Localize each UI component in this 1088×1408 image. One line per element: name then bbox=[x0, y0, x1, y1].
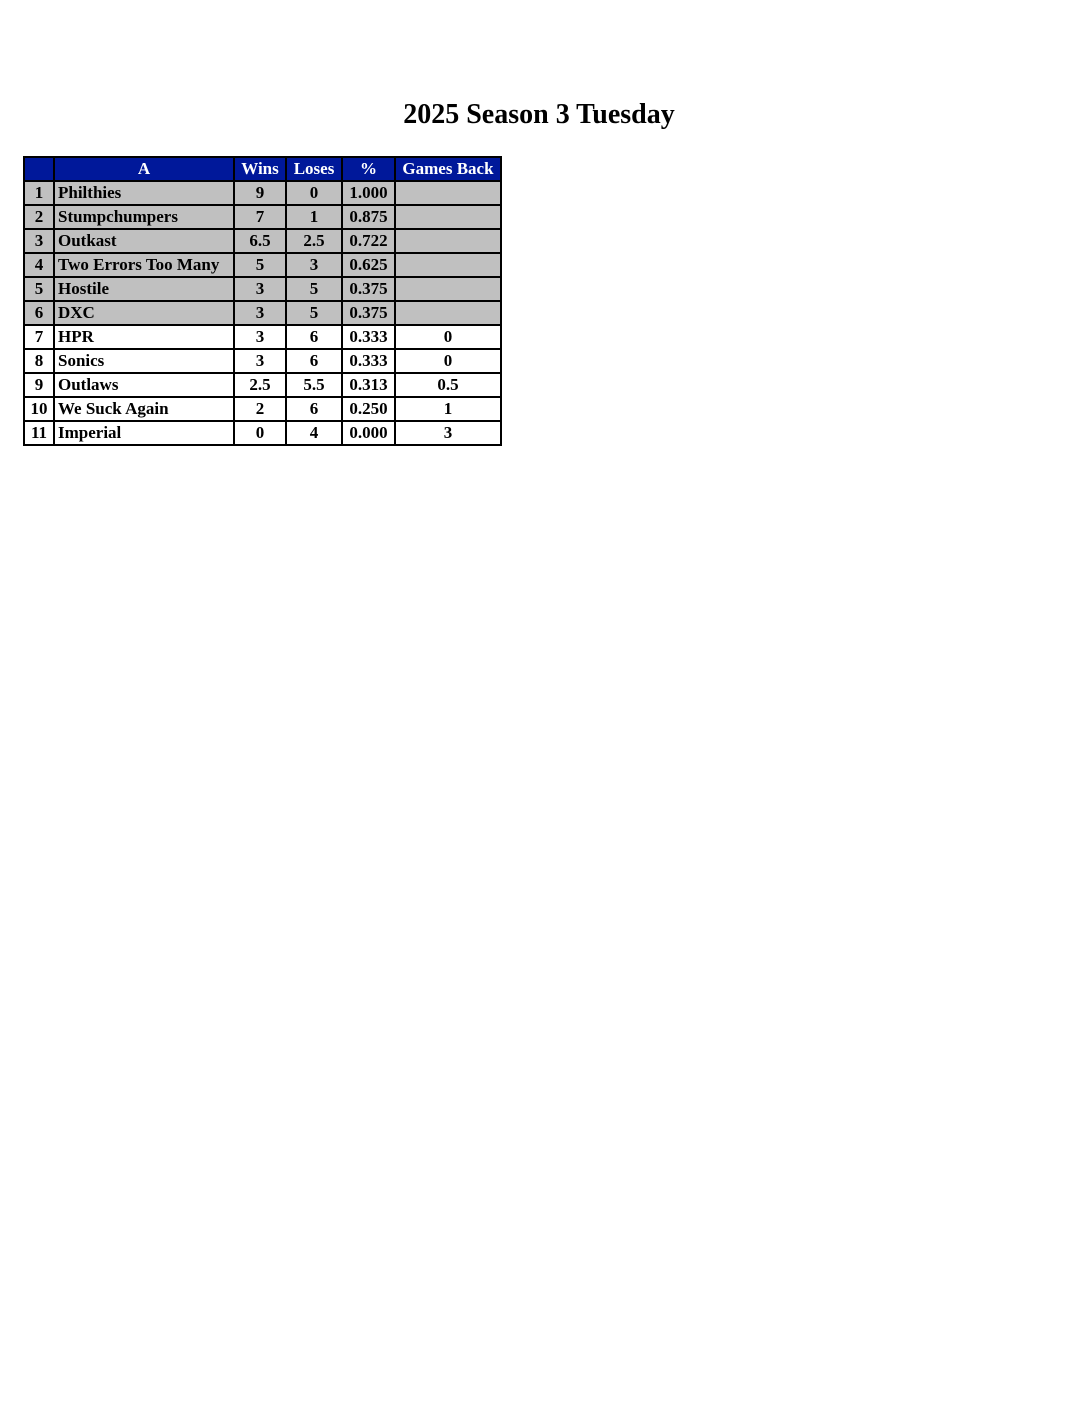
wins-cell: 0 bbox=[234, 421, 286, 445]
percent-cell: 0.375 bbox=[342, 277, 395, 301]
games-back-cell bbox=[395, 205, 501, 229]
games-back-cell: 0.5 bbox=[395, 373, 501, 397]
loses-cell: 6 bbox=[286, 325, 342, 349]
percent-cell: 0.722 bbox=[342, 229, 395, 253]
standings-body bbox=[24, 181, 501, 445]
header-percent: % bbox=[342, 157, 395, 181]
games-back-cell: 3 bbox=[395, 421, 501, 445]
rank-cell: 9 bbox=[24, 373, 54, 397]
table-row bbox=[24, 229, 501, 253]
team-name-cell: DXC bbox=[54, 301, 234, 325]
header-rank bbox=[24, 157, 54, 181]
rank-cell: 6 bbox=[24, 301, 54, 325]
wins-cell: 9 bbox=[234, 181, 286, 205]
rank-cell: 1 bbox=[24, 181, 54, 205]
games-back-cell: 0 bbox=[395, 349, 501, 373]
wins-cell: 6.5 bbox=[234, 229, 286, 253]
team-name-cell: Imperial bbox=[54, 421, 234, 445]
wins-cell: 5 bbox=[234, 253, 286, 277]
games-back-cell bbox=[395, 301, 501, 325]
table-row bbox=[24, 277, 501, 301]
percent-cell: 0.333 bbox=[342, 349, 395, 373]
header-row bbox=[24, 157, 501, 181]
rank-cell: 3 bbox=[24, 229, 54, 253]
team-name-cell: Stumpchumpers bbox=[54, 205, 234, 229]
header-games-back: Games Back bbox=[395, 157, 501, 181]
percent-cell: 0.625 bbox=[342, 253, 395, 277]
percent-cell: 0.000 bbox=[342, 421, 395, 445]
team-name-cell: Hostile bbox=[54, 277, 234, 301]
games-back-cell: 1 bbox=[395, 397, 501, 421]
loses-cell: 0 bbox=[286, 181, 342, 205]
wins-cell: 3 bbox=[234, 325, 286, 349]
team-name-cell: Two Errors Too Many bbox=[54, 253, 234, 277]
games-back-cell: 0 bbox=[395, 325, 501, 349]
table-row bbox=[24, 373, 501, 397]
team-name-cell: Outkast bbox=[54, 229, 234, 253]
table-row bbox=[24, 325, 501, 349]
games-back-cell bbox=[395, 253, 501, 277]
header-loses: Loses bbox=[286, 157, 342, 181]
rank-cell: 5 bbox=[24, 277, 54, 301]
loses-cell: 5 bbox=[286, 301, 342, 325]
loses-cell: 6 bbox=[286, 349, 342, 373]
percent-cell: 1.000 bbox=[342, 181, 395, 205]
rank-cell: 10 bbox=[24, 397, 54, 421]
rank-cell: 7 bbox=[24, 325, 54, 349]
wins-cell: 3 bbox=[234, 301, 286, 325]
wins-cell: 7 bbox=[234, 205, 286, 229]
rank-cell: 11 bbox=[24, 421, 54, 445]
page-title: 2025 Season 3 Tuesday bbox=[403, 99, 675, 130]
wins-cell: 3 bbox=[234, 277, 286, 301]
loses-cell: 5.5 bbox=[286, 373, 342, 397]
games-back-cell bbox=[395, 229, 501, 253]
rank-cell: 4 bbox=[24, 253, 54, 277]
table-row bbox=[24, 181, 501, 205]
table-row bbox=[24, 301, 501, 325]
team-name-cell: Outlaws bbox=[54, 373, 234, 397]
header-division: A bbox=[54, 157, 234, 181]
percent-cell: 0.250 bbox=[342, 397, 395, 421]
percent-cell: 0.333 bbox=[342, 325, 395, 349]
loses-cell: 1 bbox=[286, 205, 342, 229]
games-back-cell bbox=[395, 181, 501, 205]
standings-header bbox=[24, 157, 501, 181]
table-row bbox=[24, 397, 501, 421]
header-wins: Wins bbox=[234, 157, 286, 181]
percent-cell: 0.875 bbox=[342, 205, 395, 229]
wins-cell: 3 bbox=[234, 349, 286, 373]
rank-cell: 2 bbox=[24, 205, 54, 229]
team-name-cell: Sonics bbox=[54, 349, 234, 373]
loses-cell: 5 bbox=[286, 277, 342, 301]
standings-table bbox=[23, 156, 502, 446]
percent-cell: 0.313 bbox=[342, 373, 395, 397]
percent-cell: 0.375 bbox=[342, 301, 395, 325]
games-back-cell bbox=[395, 277, 501, 301]
loses-cell: 2.5 bbox=[286, 229, 342, 253]
team-name-cell: Philthies bbox=[54, 181, 234, 205]
loses-cell: 3 bbox=[286, 253, 342, 277]
table-row bbox=[24, 253, 501, 277]
loses-cell: 4 bbox=[286, 421, 342, 445]
wins-cell: 2.5 bbox=[234, 373, 286, 397]
loses-cell: 6 bbox=[286, 397, 342, 421]
table-row bbox=[24, 349, 501, 373]
table-row bbox=[24, 205, 501, 229]
team-name-cell: We Suck Again bbox=[54, 397, 234, 421]
team-name-cell: HPR bbox=[54, 325, 234, 349]
table-row bbox=[24, 421, 501, 445]
rank-cell: 8 bbox=[24, 349, 54, 373]
wins-cell: 2 bbox=[234, 397, 286, 421]
